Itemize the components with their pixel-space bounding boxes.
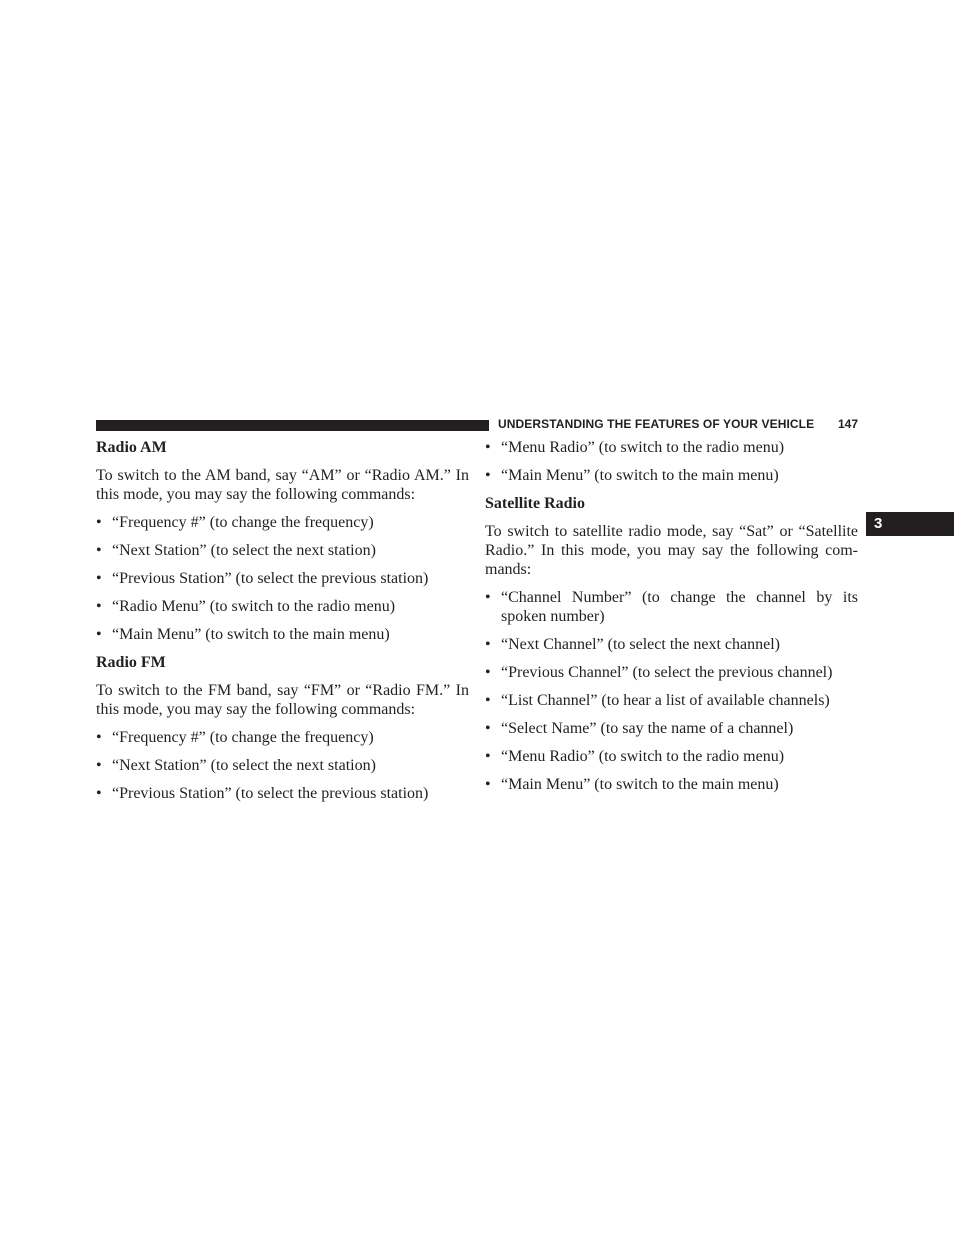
list-item <box>485 775 858 794</box>
section-heading-radio-fm: Radio FM <box>96 654 166 671</box>
list-item-text: “Main Menu” (to switch to the main menu) <box>112 626 390 643</box>
list-item <box>485 691 858 710</box>
header-rule <box>96 420 489 431</box>
satellite-radio-intro: To switch to satellite radio mode, say “Sat” or “Satellite Radio.” In this mode, you may say the following com-mands: <box>485 523 858 578</box>
list-item-text: “Menu Radio” (to switch to the radio menu) <box>501 439 785 456</box>
bullet-icon: • <box>485 439 491 456</box>
radio-am-command-list <box>96 513 469 644</box>
bullet-icon: • <box>96 785 102 802</box>
list-item-text: “Frequency #” (to change the frequency) <box>112 729 374 746</box>
bullet-icon: • <box>96 542 102 559</box>
radio-fm-command-list-continued <box>485 438 858 485</box>
list-item-text: “Previous Station” (to select the previous station) <box>112 570 429 587</box>
list-item <box>485 588 858 626</box>
list-item-text: “Previous Station” (to select the previous station) <box>112 785 429 802</box>
list-item <box>96 597 469 616</box>
bullet-icon: • <box>485 748 491 765</box>
page-number: 147 <box>838 417 859 431</box>
left-column <box>96 438 469 812</box>
bullet-icon: • <box>96 626 102 643</box>
list-item-text: “Main Menu” (to switch to the main menu) <box>501 467 779 484</box>
bullet-icon: • <box>485 720 491 737</box>
bullet-icon: • <box>485 664 491 681</box>
list-item-text: “Main Menu” (to switch to the main menu) <box>501 776 779 793</box>
list-item-text: “Next Station” (to select the next station) <box>112 757 376 774</box>
radio-am-intro: To switch to the AM band, say “AM” or “Radio AM.” In this mode, you may say the following commands: <box>96 467 469 503</box>
list-item-text: “Frequency #” (to change the frequency) <box>112 514 374 531</box>
list-item <box>96 756 469 775</box>
bullet-icon: • <box>96 570 102 587</box>
bullet-icon: • <box>485 636 491 653</box>
list-item-text: “List Channel” (to hear a list of available channels) <box>501 692 830 709</box>
bullet-icon: • <box>96 598 102 615</box>
satellite-radio-command-list <box>485 588 858 794</box>
list-item <box>96 625 469 644</box>
list-item <box>96 569 469 588</box>
list-item-text: “Channel Number” (to change the channel by its spoken number) <box>501 589 858 625</box>
list-item <box>96 541 469 560</box>
list-item <box>485 466 858 485</box>
list-item <box>96 784 469 803</box>
section-heading-radio-am: Radio AM <box>96 439 167 456</box>
bullet-icon: • <box>485 589 491 606</box>
list-item-text: “Next Station” (to select the next station) <box>112 542 376 559</box>
list-item-text: “Next Channel” (to select the next channel) <box>501 636 780 653</box>
list-item-text: “Select Name” (to say the name of a channel) <box>501 720 794 737</box>
section-heading-satellite-radio: Satellite Radio <box>485 495 585 512</box>
list-item-text: “Previous Channel” (to select the previous channel) <box>501 664 833 681</box>
bullet-icon: • <box>96 757 102 774</box>
bullet-icon: • <box>96 514 102 531</box>
right-column <box>485 438 858 803</box>
chapter-tab <box>866 512 954 536</box>
list-item <box>485 635 858 654</box>
list-item-text: “Menu Radio” (to switch to the radio menu) <box>501 748 785 765</box>
radio-fm-command-list <box>96 728 469 803</box>
running-header: UNDERSTANDING THE FEATURES OF YOUR VEHICLE <box>498 417 815 431</box>
bullet-icon: • <box>485 776 491 793</box>
chapter-number: 3 <box>874 515 883 532</box>
list-item <box>96 728 469 747</box>
list-item <box>96 513 469 532</box>
list-item <box>485 719 858 738</box>
list-item-text: “Radio Menu” (to switch to the radio menu) <box>112 598 396 615</box>
bullet-icon: • <box>96 729 102 746</box>
radio-fm-intro: To switch to the FM band, say “FM” or “Radio FM.” In this mode, you may say the following commands: <box>96 682 469 718</box>
bullet-icon: • <box>485 692 491 709</box>
bullet-icon: • <box>485 467 491 484</box>
list-item <box>485 438 858 457</box>
list-item <box>485 663 858 682</box>
list-item <box>485 747 858 766</box>
